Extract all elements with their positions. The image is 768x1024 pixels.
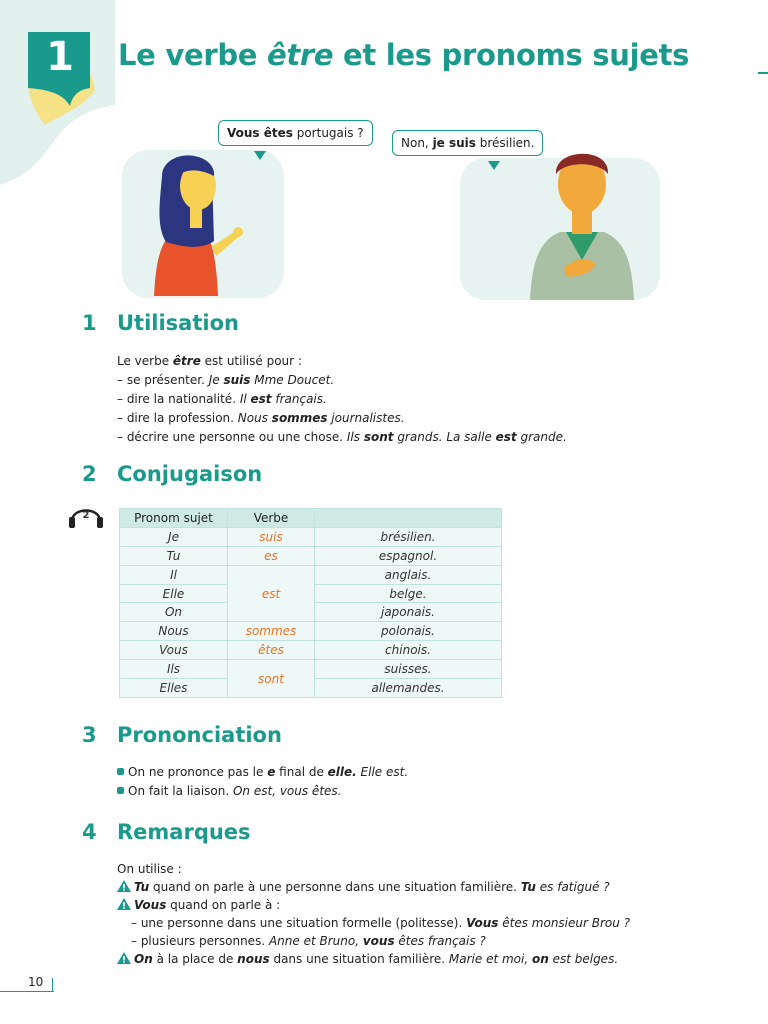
list-item: – une personne dans une situation formelle (politesse). Vous êtes monsieur Brou ? <box>131 916 631 930</box>
list-item: – plusieurs personnes. Anne et Bruno, vous êtes français ? <box>131 934 486 948</box>
pronoun-cell: Elle <box>120 584 228 603</box>
utilisation-intro: Le verbe être est utilisé pour : <box>117 354 302 368</box>
page-number: 10 <box>28 975 44 989</box>
pronoun-cell: Ils <box>120 660 228 679</box>
footer-rule <box>0 991 54 992</box>
section-heading-conjugaison: 2 Conjugaison <box>82 462 263 486</box>
list-item: Tu quand on parle à une personne dans une situation familière. Tu es fatigué ? <box>117 878 630 896</box>
edge-mark <box>758 72 768 74</box>
woman-illustration <box>140 146 250 298</box>
warning-icon <box>117 952 131 964</box>
list-item: On ne prononce pas le e final de elle. Elle est. <box>117 763 408 782</box>
bullet-icon <box>117 787 124 794</box>
chapter-number: 1 <box>46 34 74 80</box>
verb-cell: sont <box>228 660 315 698</box>
page-title: Le verbe être et les pronoms sujets <box>118 38 690 72</box>
complement-cell: brésilien. <box>315 527 502 546</box>
column-header: Verbe <box>228 509 315 528</box>
verb-cell: suis <box>228 527 315 546</box>
complement-cell: allemandes. <box>315 679 502 698</box>
section-heading-prononciation: 3 Prononciation <box>82 723 282 747</box>
verb-cell: es <box>228 546 315 565</box>
section-heading-utilisation: 1 Utilisation <box>82 311 239 335</box>
list-item: – décrire une personne ou une chose. Ils sont grands. La salle est grande. <box>117 430 567 444</box>
complement-cell: espagnol. <box>315 546 502 565</box>
bullet-icon <box>117 768 124 775</box>
bubble-tail <box>488 161 500 170</box>
table-row <box>120 660 502 679</box>
utilisation-text <box>117 352 567 447</box>
speech-bubble-question: Vous êtes portugais ? <box>218 120 373 146</box>
pronoun-cell: Je <box>120 527 228 546</box>
table-row <box>120 641 502 660</box>
list-item: On à la place de nous dans une situation familière. Marie et moi, on est belges. <box>117 950 630 968</box>
verb-cell: est <box>228 565 315 622</box>
complement-cell: japonais. <box>315 603 502 622</box>
conjugation-table <box>119 508 502 698</box>
complement-cell: anglais. <box>315 565 502 584</box>
pronoun-cell: Elles <box>120 679 228 698</box>
list-item: – se présenter. Je suis Mme Doucet. <box>117 373 335 387</box>
bubble-tail <box>254 151 266 160</box>
warning-icon <box>117 880 131 892</box>
table-row <box>120 622 502 641</box>
complement-cell: polonais. <box>315 622 502 641</box>
pronoun-cell: Nous <box>120 622 228 641</box>
table-row <box>120 527 502 546</box>
list-item: – dire la nationalité. Il est français. <box>117 392 327 406</box>
table-header-row <box>120 509 502 528</box>
verb-cell: êtes <box>228 641 315 660</box>
table-row <box>120 546 502 565</box>
table-row <box>120 565 502 584</box>
verb-cell: sommes <box>228 622 315 641</box>
speech-bubble-answer: Non, je suis brésilien. <box>392 130 543 156</box>
column-header <box>315 509 502 528</box>
column-header: Pronom sujet <box>120 509 228 528</box>
pronoun-cell: On <box>120 603 228 622</box>
remarques-intro: On utilise : <box>117 862 182 876</box>
pronoun-cell: Vous <box>120 641 228 660</box>
footer-tick <box>52 978 53 991</box>
warning-icon <box>117 898 131 910</box>
list-item: – dire la profession. Nous sommes journalistes. <box>117 411 405 425</box>
remarques-text <box>117 860 630 968</box>
pronoun-cell: Tu <box>120 546 228 565</box>
complement-cell: belge. <box>315 584 502 603</box>
prononciation-text <box>117 763 408 801</box>
list-item: On fait la liaison. On est, vous êtes. <box>117 782 408 801</box>
audio-track-number: 2 <box>82 510 90 521</box>
section-heading-remarques: 4 Remarques <box>82 820 251 844</box>
complement-cell: chinois. <box>315 641 502 660</box>
man-illustration <box>526 140 638 302</box>
complement-cell: suisses. <box>315 660 502 679</box>
list-item: Vous quand on parle à : <box>117 896 630 914</box>
pronoun-cell: Il <box>120 565 228 584</box>
